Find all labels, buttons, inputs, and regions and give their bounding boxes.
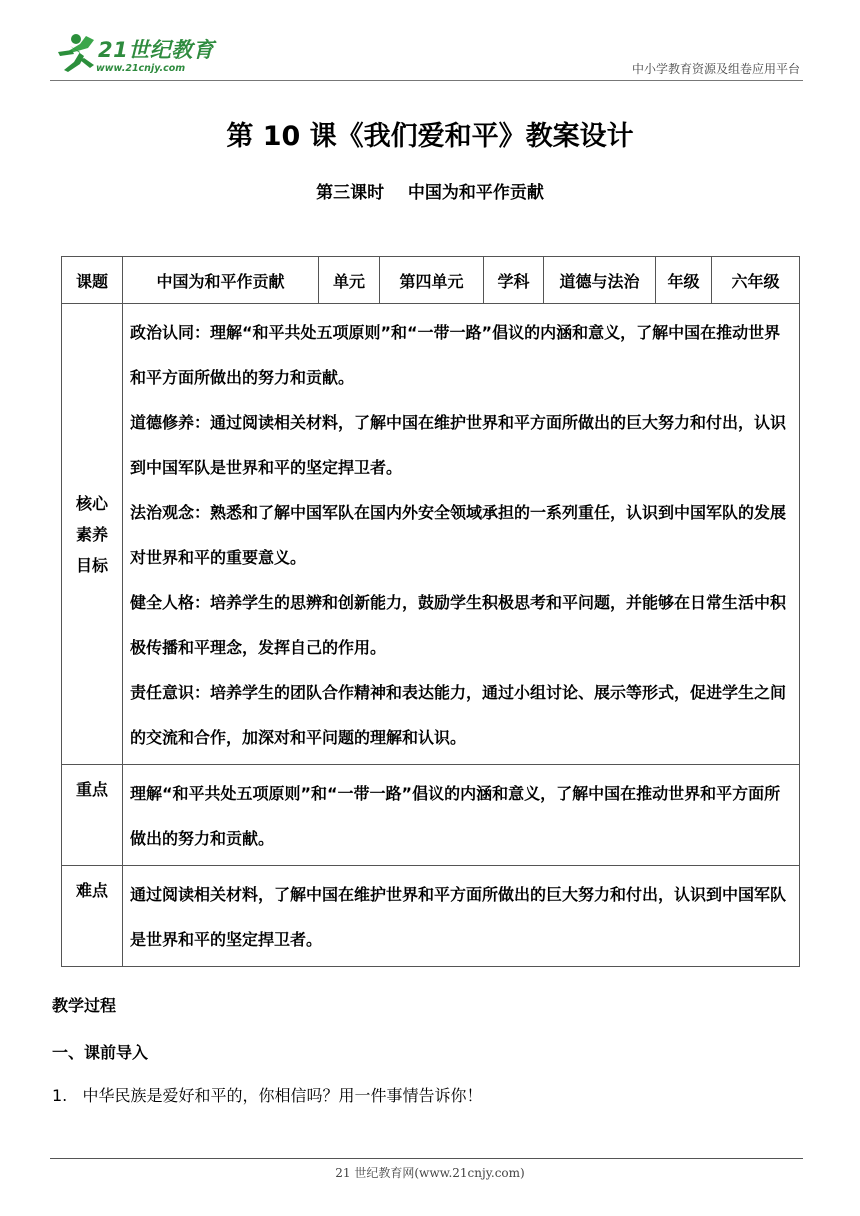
logo-url: www.21cnjy.com bbox=[96, 63, 186, 74]
footer-divider bbox=[50, 1158, 803, 1159]
page-subtitle: 第三课时 中国为和平作贡献 bbox=[316, 183, 544, 203]
core-item: 责任意识：培养学生的团队合作精神和表达能力，通过小组讨论、展示等形式，促进学生之间的交流和合作，加深对和平问题的理解和认识。 bbox=[130, 683, 787, 747]
header-divider bbox=[50, 80, 803, 81]
core-item: 政治认同：理解“和平共处五项原则”和“一带一路”倡议的内涵和意义，了解中国在推动世界和平方面所做出的努力和贡献。 bbox=[130, 323, 781, 387]
header-cell: 六年级 bbox=[712, 257, 800, 304]
core-item: 法治观念：熟悉和了解中国军队在国内外安全领域承担的一系列重任，认识到中国军队的发展对世界和平的重要意义。 bbox=[130, 503, 787, 567]
table-row-key bbox=[62, 765, 800, 866]
header-cell: 课题 bbox=[62, 257, 123, 304]
difficulty-content bbox=[123, 866, 800, 967]
process-title: 教学过程 bbox=[52, 996, 117, 1015]
lesson-info-table bbox=[61, 256, 800, 967]
header-cell: 单元 bbox=[319, 257, 380, 304]
key-point-label: 重点 bbox=[62, 765, 123, 866]
difficulty-text: 通过阅读相关材料，了解中国在维护世界和平方面所做出的巨大努力和付出，认识到中国军队是世界和平的坚定捍卫者。 bbox=[130, 885, 787, 949]
table-row-core bbox=[62, 304, 800, 765]
core-goals-label: 核心 素养 目标 bbox=[62, 304, 123, 765]
logo-text: 21世纪教育 bbox=[98, 38, 215, 62]
core-goals-content bbox=[123, 304, 800, 765]
page-footer: 21 世纪教育网(www.21cnjy.com) bbox=[335, 1166, 525, 1180]
table-row-difficulty bbox=[62, 866, 800, 967]
difficulty-label: 难点 bbox=[62, 866, 123, 967]
header-cell: 年级 bbox=[656, 257, 712, 304]
header-cell: 第四单元 bbox=[380, 257, 484, 304]
header-cell: 道德与法治 bbox=[544, 257, 656, 304]
platform-name: 中小学教育资源及组卷应用平台 bbox=[631, 62, 800, 76]
list-item: 1. 中华民族是爱好和平的，你相信吗？用一件事情告诉你！ bbox=[52, 1086, 483, 1105]
page-header bbox=[50, 30, 806, 80]
key-point-text: 理解“和平共处五项原则”和“一带一路”倡议的内涵和意义，了解中国在推动世界和平方面所做出的努力和贡献。 bbox=[130, 784, 781, 848]
section-title: 一、课前导入 bbox=[52, 1043, 149, 1062]
page-title: 第 10 课《我们爱和平》教案设计 bbox=[226, 121, 634, 152]
core-item: 健全人格：培养学生的思辨和创新能力，鼓励学生积极思考和平问题，并能够在日常生活中积极传播和平理念，发挥自己的作用。 bbox=[130, 593, 787, 657]
header-cell: 中国为和平作贡献 bbox=[123, 257, 319, 304]
core-item: 道德修养：通过阅读相关材料，了解中国在维护世界和平方面所做出的巨大努力和付出，认识到中国军队是世界和平的坚定捍卫者。 bbox=[130, 413, 787, 477]
key-point-content bbox=[123, 765, 800, 866]
table-header-row bbox=[62, 257, 800, 304]
header-cell: 学科 bbox=[484, 257, 544, 304]
